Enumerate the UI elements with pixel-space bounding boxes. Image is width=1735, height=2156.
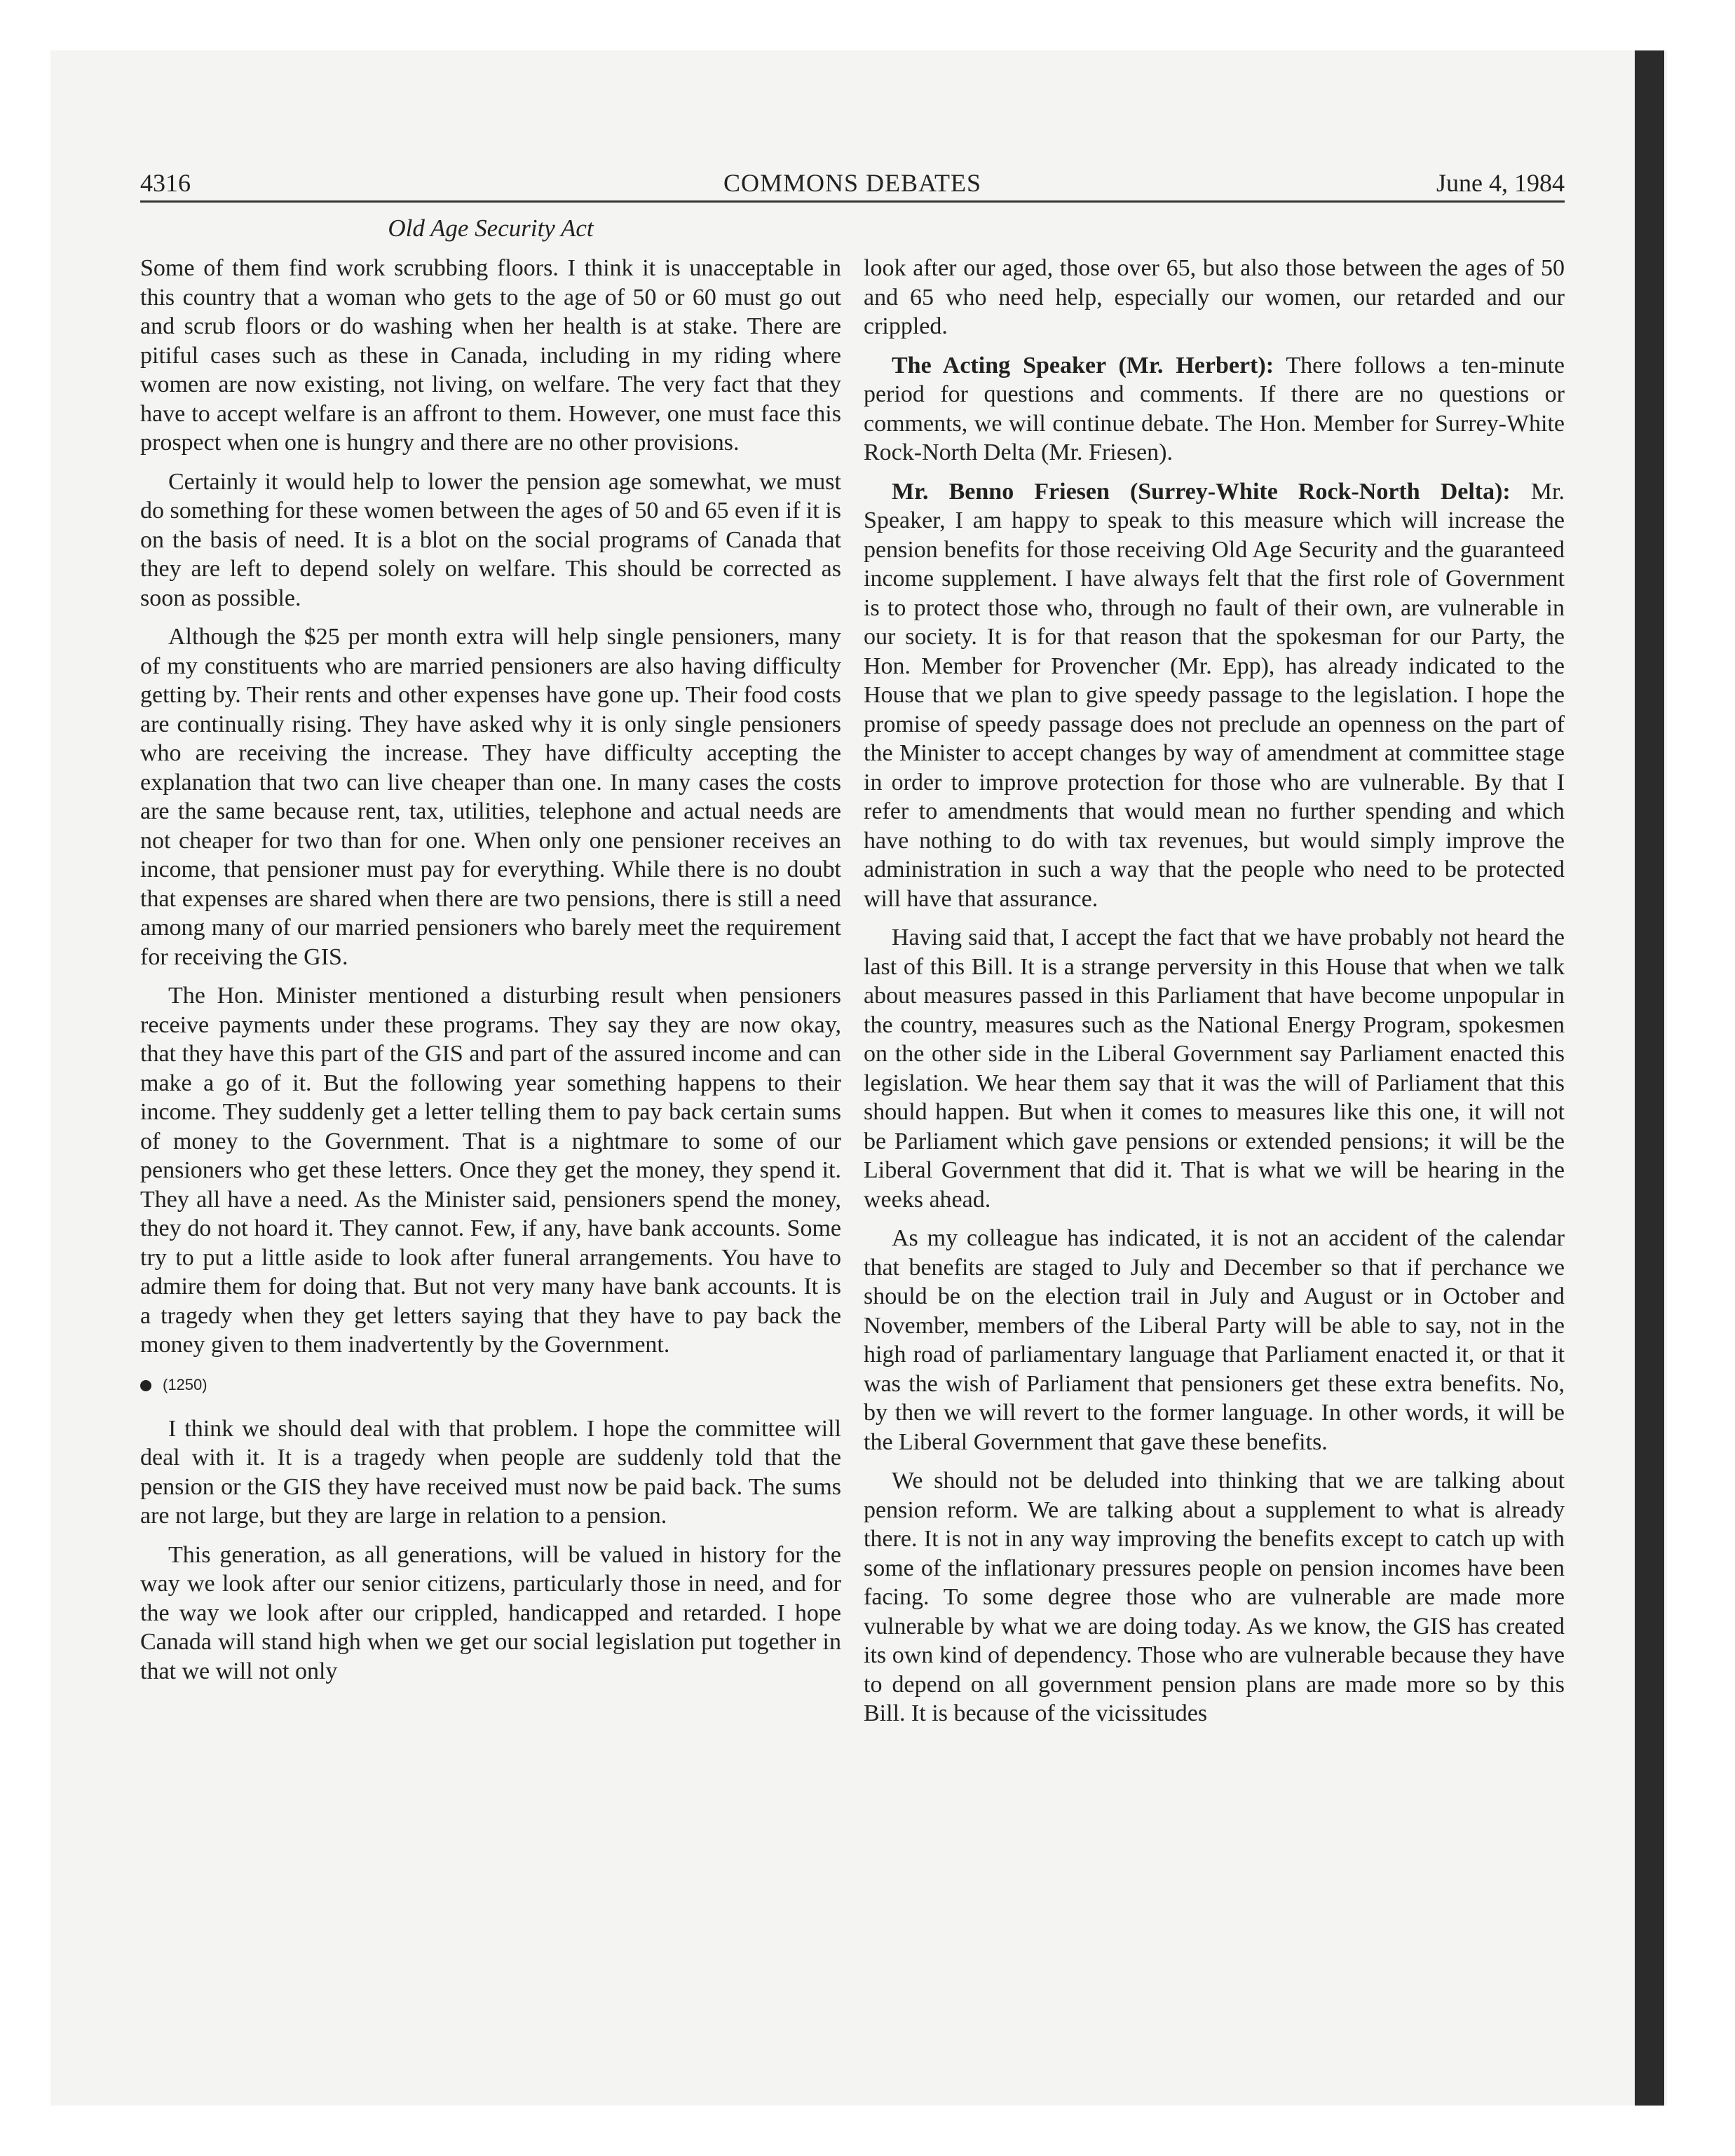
scan-edge-shadow xyxy=(1635,50,1664,2106)
left-column xyxy=(140,254,841,1696)
time-marker xyxy=(140,1371,841,1399)
speech-text: Mr. Speaker, I am happy to speak to this measure which will increase the pension benefits for those receiving Old Age Security and the guaranteed income supplement. I have always felt that the first role of Government is to protect those who, through no fault of their own, are vulnerable in our society. It is for that reason that the spokesman for our Party, the Hon. Member for Provencher (Mr. Epp), has already indicated to the House that we plan to give speedy passage to the legislation. I hope the promise of speedy passage does not preclude an openness on the part of the Minister to accept changes by way of amendment at committee stage in order to improve protection for those who are vulnerable. By that I refer to amendments that would mean no further spending and which have nothing to do with tax revenues, but would simply improve the administration in such a way that the people who need to be protected will have that assurance. xyxy=(864,478,1565,912)
publication-title: COMMONS DEBATES xyxy=(723,169,982,197)
paragraph: As my colleague has indicated, it is not an accident of the calendar that benefits are staged to July and December so that if perchance we should be on the election trail in July and August or in October and November, members of the Liberal Party will be able to say, not in the high road of parliamentary language that Parliament enacted it, or that it was the wish of Parliament that pensioners get these extra benefits. No, by then we will revert to the former language. In other words, it will be the Liberal Government that gave these benefits. xyxy=(864,1225,1565,1455)
paragraph: Having said that, I accept the fact that we have probably not heard the last of this Bill. It is a strange perversity in this House that when we talk about measures passed in this Parliament that have become unpopular in the country, measures such as the National Energy Program, spokesmen on the other side in the Liberal Government say Parliament enacted this legislation. We hear them say that it was the will of Parliament that this should happen. But when it comes to measures like this one, it will not be Parliament which gave pensions or extended pensions; it will be the Liberal Government that did it. That is what we will be hearing in the weeks ahead. xyxy=(864,925,1565,1213)
running-head: Old Age Security Act xyxy=(388,214,594,242)
paragraph: look after our aged, those over 65, but also those between the ages of 50 and 65 who need help, especially our women, our retarded and our crippled. xyxy=(864,255,1565,339)
paragraph xyxy=(864,477,1565,914)
paragraph: We should not be deluded into thinking that we are talking about pension reform. We are talking about a supplement to what is already there. It is not in any way improving the benefits except to catch up with some of the inflationary pressures people on pension incomes have been facing. To some degree those who are vulnerable are made more vulnerable by what we are doing today. As we know, the GIS has created its own kind of dependency. Those who are vulnerable because they have to depend on all government pension plans are made more so by this Bill. It is because of the vicissitudes xyxy=(864,1468,1565,1726)
speaker-name: The Acting Speaker (Mr. Herbert): xyxy=(892,352,1274,378)
paragraph xyxy=(864,351,1565,468)
page-number: 4316 xyxy=(140,169,191,197)
speech-text: There follows a ten-minute period for questions and comments. If there are no questions or comments, we will continue debate. The Hon. Member for Surrey-White Rock-North Delta (Mr. Friesen). xyxy=(864,352,1565,465)
speaker-name: Mr. Benno Friesen (Surrey-White Rock-North Delta): xyxy=(892,478,1511,505)
page-header xyxy=(140,165,1565,203)
paragraph: This generation, as all generations, will be valued in history for the way we look after our senior citizens, particularly those in need, and for the way we look after our crippled, handicapped and retarded. I hope Canada will stand high when we get our social legislation put together in that we will not only xyxy=(140,1541,841,1684)
paragraph: Although the $25 per month extra will help single pensioners, many of my constituents who are married pensioners are also having difficulty getting by. Their rents and other expenses have gone up. Their food costs are continually rising. They have asked why it is only single pensioners who are receiving the increase. They have difficulty accepting the explanation that two can live cheaper than one. In many cases the costs are the same because rent, tax, utilities, telephone and actual needs are not cheaper for two than for one. When only one pensioner receives an income, that pensioner must pay for everything. While there is no doubt that expenses are shared when there are two pensions, there is still a need among many of our married pensioners who barely meet the requirement for receiving the GIS. xyxy=(140,624,841,970)
paragraph: The Hon. Minister mentioned a disturbing result when pensioners receive payments under these programs. They say they are now okay, that they have this part of the GIS and part of the assured income and can make a go of it. But the following year something happens to their income. They suddenly get a letter telling them to pay back certain sums of money to the Government. That is a nightmare to some of our pensioners who get these letters. Once they get the money, they spend it. They all have a need. As the Minister said, pensioners spend the money, they do not hoard it. They cannot. Few, if any, have bank accounts. Some try to put a little aside to look after funeral arrangements. You have to admire them for doing that. But not very many have bank accounts. It is a tragedy when they get letters saying that they have to pay back the money given to them inadvertently by the Government. xyxy=(140,983,841,1358)
paragraph: I think we should deal with that problem. I hope the committee will deal with it. It is a tragedy when people are suddenly told that the pension or the GIS they have received must now be paid back. The sums are not large, but they are large in relation to a pension. xyxy=(140,1415,841,1529)
paragraph: Certainly it would help to lower the pension age somewhat, we must do something for these women between the ages of 50 and 65 even if it is on the basis of need. It is a blot on the social programs of Canada that they are left to depend solely on welfare. This should be corrected as soon as possible. xyxy=(140,468,841,611)
paragraph: Some of them find work scrubbing floors. I think it is unacceptable in this country that a woman who gets to the age of 50 or 60 must go out and scrub floors or do washing when her health is at stake. There are pitiful cases such as these in Canada, including in my riding where women are now existing, not living, on welfare. The very fact that they have to accept welfare is an affront to them. However, one must face this prospect when one is hungry and there are no other provisions. xyxy=(140,255,841,456)
time-marker-label: (1250) xyxy=(163,1375,207,1393)
right-column xyxy=(864,254,1565,1738)
publication-date: June 4, 1984 xyxy=(1436,169,1565,197)
bullet-icon xyxy=(140,1380,151,1391)
